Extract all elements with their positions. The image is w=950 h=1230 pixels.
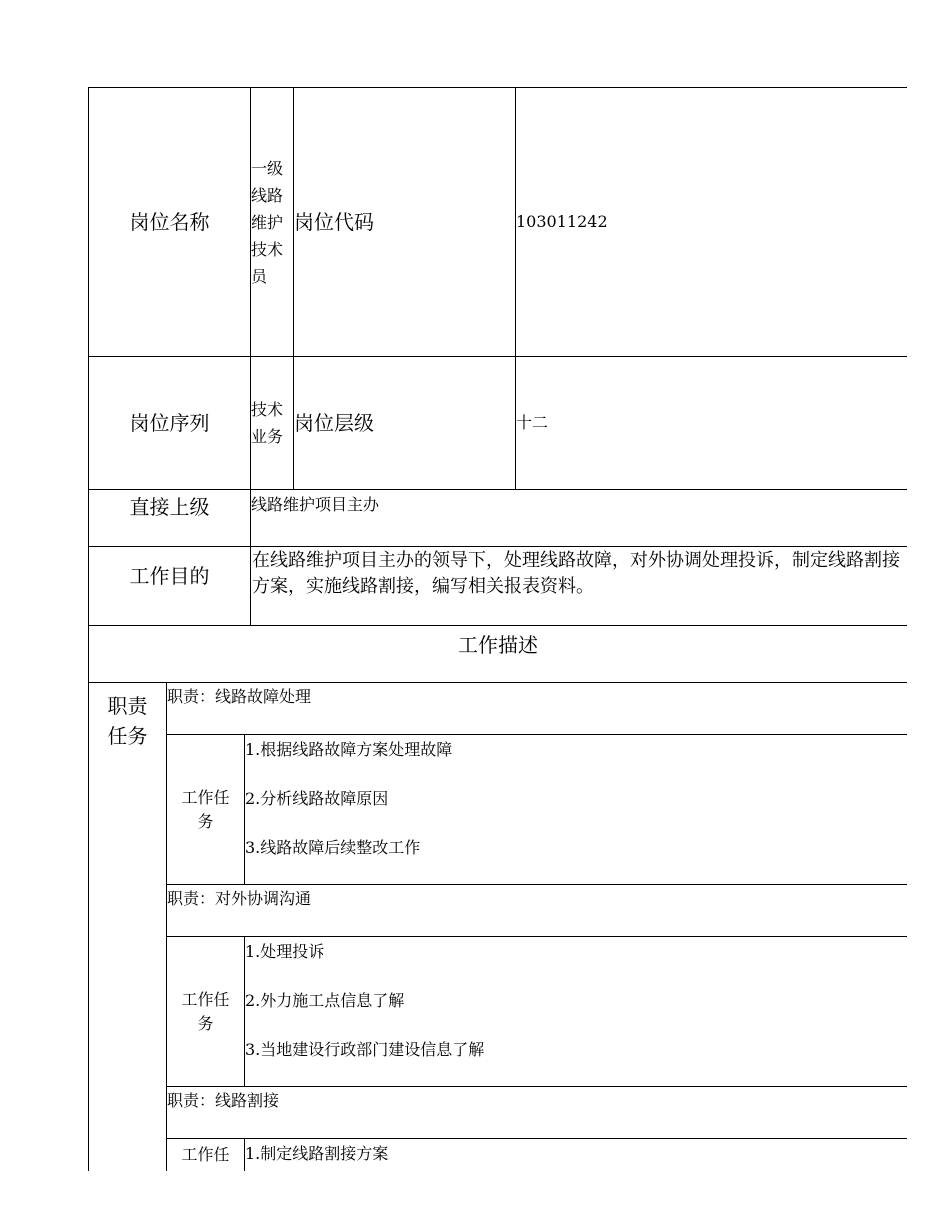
row-position-sequence (89, 357, 908, 490)
position-level-label: 岗位层级 (294, 357, 516, 490)
duty-title: 职责：对外协调沟通 (167, 885, 908, 937)
supervisor-value: 线路维护项目主办 (251, 490, 908, 547)
duties-label (89, 683, 167, 1172)
task-row (89, 735, 908, 885)
position-level-value: 十二 (516, 357, 908, 490)
job-description-table (88, 87, 907, 1171)
position-name-label: 岗位名称 (89, 88, 251, 357)
position-name-value: 一级线路维护技术员 (251, 88, 294, 357)
duty-row (89, 1087, 908, 1139)
task-item: 1.根据线路故障方案处理故障 (245, 740, 453, 759)
row-section-title (89, 626, 908, 683)
task-item: 2.分析线路故障原因 (245, 789, 389, 808)
purpose-label: 工作目的 (89, 547, 251, 626)
task-label (167, 937, 245, 1087)
row-position-name (89, 88, 908, 357)
task-label-text: 工作任务 (181, 787, 230, 831)
row-supervisor (89, 490, 908, 547)
task-label-text: 工作任务 (181, 989, 230, 1033)
task-row (89, 1139, 908, 1172)
task-label: 工作任 (167, 1139, 245, 1172)
task-item: 3.当地建设行政部门建设信息了解 (245, 1040, 485, 1059)
task-item: 3.线路故障后续整改工作 (245, 838, 421, 857)
position-sequence-label: 岗位序列 (89, 357, 251, 490)
position-code-value: 103011242 (516, 88, 908, 357)
section-title: 工作描述 (89, 626, 908, 683)
position-code-label: 岗位代码 (294, 88, 516, 357)
row-purpose (89, 547, 908, 626)
duty-row (89, 885, 908, 937)
duty-title: 职责：线路割接 (167, 1087, 908, 1139)
task-item: 1.制定线路割接方案 (245, 1144, 389, 1163)
task-list (245, 735, 908, 885)
position-sequence-value: 技术业务 (251, 357, 294, 490)
task-list (245, 937, 908, 1087)
task-list (245, 1139, 908, 1172)
job-description-sheet (88, 87, 907, 1171)
task-item: 1.处理投诉 (245, 942, 325, 961)
duty-row (89, 683, 908, 735)
purpose-value: 在线路维护项目主办的领导下，处理线路故障，对外协调处理投诉，制定线路割接方案，实施线路割接，编写相关报表资料。 (251, 547, 908, 626)
task-row (89, 937, 908, 1087)
duty-title: 职责：线路故障处理 (167, 683, 908, 735)
task-label (167, 735, 245, 885)
supervisor-label: 直接上级 (89, 490, 251, 547)
task-item: 2.外力施工点信息了解 (245, 991, 405, 1010)
duties-label-text: 职责任务 (107, 694, 148, 748)
